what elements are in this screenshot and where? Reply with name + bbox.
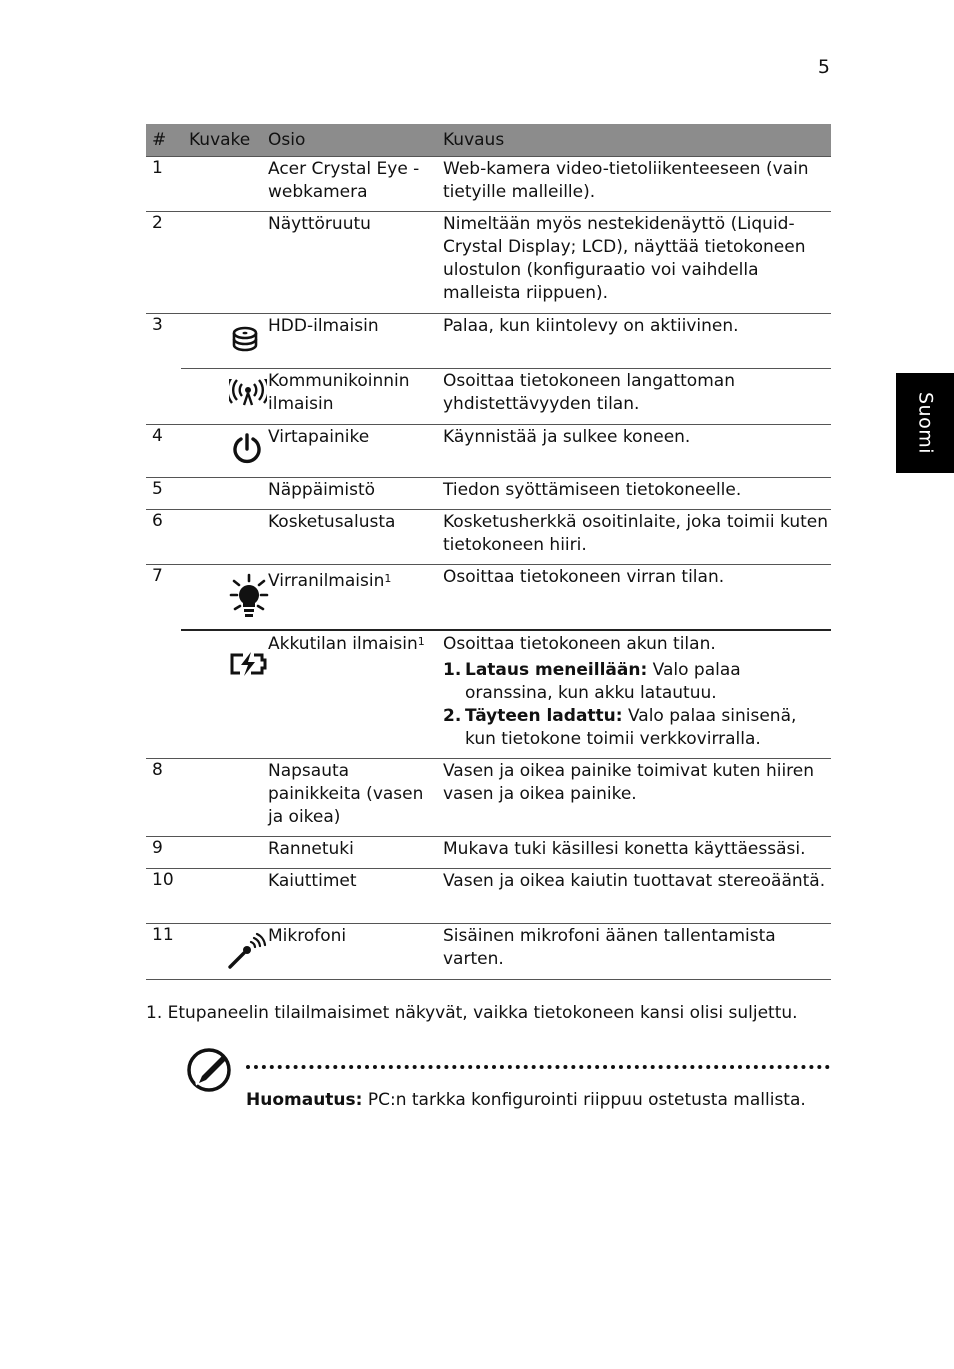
note-label: Huomautus:: [246, 1090, 363, 1110]
note-icon: [186, 1047, 232, 1100]
row-num: [146, 630, 181, 759]
note-divider: [246, 1065, 830, 1069]
footnote-ref: 1: [417, 634, 425, 648]
row-description: Vasen ja oikea kaiutin tuottavat stereoääntä.: [443, 869, 831, 924]
row-num: 7: [152, 566, 163, 586]
battery-status-list: [443, 659, 831, 751]
row-section: Rannetuki: [268, 837, 443, 869]
row-description: Osoittaa tietokoneen virran tilan.: [443, 565, 831, 630]
row-num: 1: [146, 157, 181, 212]
battery-icon: [229, 651, 267, 677]
hdd-icon: [231, 326, 259, 356]
list-item: 1. Lataus meneillään: Valo palaa oranssina, kun akku latautuu.: [443, 659, 741, 703]
footnote: 1. Etupaneelin tilailmaisimet näkyvät, vaikka tietokoneen kansi olisi suljettu.: [146, 1003, 798, 1023]
row-num: 5: [146, 478, 181, 510]
table-row: [146, 369, 831, 425]
row-section: Mikrofoni: [268, 924, 443, 980]
header-section: Osio: [268, 124, 443, 157]
table-row: [146, 314, 831, 369]
header-num: #: [146, 124, 181, 157]
row-num: 6: [146, 510, 181, 565]
power-led-icon: [229, 573, 269, 619]
table-row: [146, 510, 831, 565]
language-tab: [896, 373, 954, 473]
row-section: Näyttöruutu: [268, 212, 443, 314]
row-num: 2: [146, 212, 181, 314]
microphone-icon: [227, 932, 267, 970]
list-item: 2. Täyteen ladattu: Valo palaa sinisenä, kun tietokone toimii verkkovirralla.: [443, 705, 797, 749]
row-description: Käynnistää ja sulkee koneen.: [443, 425, 831, 478]
component-table: [146, 124, 831, 980]
note-body: PC:n tarkka konfigurointi riippuu ostetusta mallista.: [362, 1090, 806, 1110]
row-num: [146, 369, 181, 425]
footnote-ref: 1: [384, 572, 392, 585]
row-section: Kaiuttimet: [268, 869, 443, 924]
table-row: [146, 630, 831, 759]
row-description: Palaa, kun kiintolevy on aktiivinen.: [443, 314, 831, 369]
header-icon: Kuvake: [181, 124, 268, 157]
row-description: Kosketusherkkä osoitinlaite, joka toimii kuten tietokoneen hiiri.: [443, 510, 831, 565]
row-num: 10: [146, 869, 181, 924]
row-num: 9: [146, 837, 181, 869]
table-row: [146, 869, 831, 924]
row-section: Näppäimistö: [268, 478, 443, 510]
row-section: Virtapainike: [268, 425, 443, 478]
table-row: [146, 565, 831, 630]
note: [246, 1089, 866, 1112]
row-section: Virranilmaisin: [268, 571, 385, 591]
language-tab-label: Suomi: [914, 391, 937, 454]
row-description: Web-kamera video-tietoliikenteeseen (vain tietyille malleille).: [443, 157, 831, 212]
row-description: Vasen ja oikea painike toimivat kuten hiiren vasen ja oikea painike.: [443, 759, 831, 837]
row-section: HDD-ilmaisin: [268, 314, 443, 369]
page-number: 5: [817, 56, 830, 78]
table-header: [146, 124, 831, 157]
row-description: Mukava tuki käsillesi konetta käyttäessäsi.: [443, 837, 831, 869]
row-num: 8: [146, 759, 181, 837]
table-row: [146, 478, 831, 510]
row-section: Acer Crystal Eye - webkamera: [268, 157, 443, 212]
table-row: [146, 759, 831, 837]
table-row: [146, 924, 831, 980]
row-section: Napsauta painikkeita (vasen ja oikea): [268, 759, 443, 837]
wireless-icon: [229, 379, 267, 407]
table-row: [146, 157, 831, 212]
table-row: [146, 212, 831, 314]
row-description: Osoittaa tietokoneen akun tilan.: [443, 633, 716, 654]
table-row: [146, 837, 831, 869]
row-description: Sisäinen mikrofoni äänen tallentamista varten.: [443, 924, 831, 980]
row-num: 4: [146, 425, 181, 478]
header-description: Kuvaus: [443, 124, 831, 157]
row-description: Nimeltään myös nestekidenäyttö (Liquid-Crystal Display; LCD), näyttää tietokoneen ulostulon (konfiguraatio voi vaihdella malleista riippuen).: [443, 212, 831, 314]
table-row: [146, 425, 831, 478]
row-section: Akkutilan ilmaisin: [268, 633, 418, 654]
row-num: 3: [152, 315, 163, 335]
power-icon: [231, 433, 263, 465]
row-num: 11: [146, 924, 181, 980]
row-section: Kommunikoinnin ilmaisin: [268, 369, 443, 425]
row-description: Tiedon syöttämiseen tietokoneelle.: [443, 478, 831, 510]
row-description: Osoittaa tietokoneen langattoman yhdistettävyyden tilan.: [443, 369, 831, 425]
row-section: Kosketusalusta: [268, 510, 443, 565]
